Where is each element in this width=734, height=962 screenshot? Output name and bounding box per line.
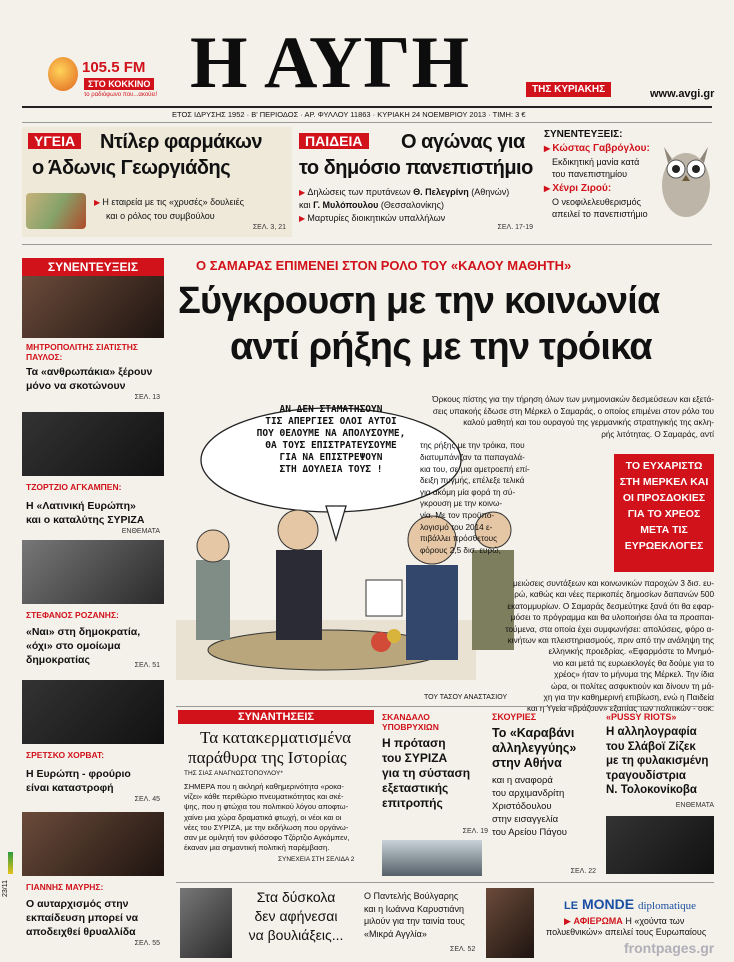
interviewee-1-text-1: Εκδικητική μανία κατά xyxy=(552,157,640,167)
health-title-1: Ντίλερ φαρμάκων xyxy=(100,131,262,153)
meetings-body: ΣΗΜΕΡΑ που η ακληρή καθημερινότητα «ρoκα- νίζει» κάθε περιθώριο πνευματικότητας και σκέ- ψης, που η φτώχια του πολιτικού λόγου αποφτω- χαίνει μια χώρα δραματικά φτωχή, οι νέοι και οι νέες του ΣΥΡΙΖΑ, με την εκδήλωση που οργάνω- σαν με ομιλητή τον φιλόσοφο Τζόρτζιο Αγκάμπεν, έκαναν μια σημαντική πολιτική παρέμβαση. xyxy=(184,782,350,853)
lead-kicker: Ο ΣΑΜΑΡΑΣ ΕΠΙΜΕΝΕΙ ΣΤΟΝ ΡΟΛΟ ΤΟΥ «ΚΑΛΟΥ ΜΑΘΗΤΗ» xyxy=(196,258,572,273)
sidebar-item-1-line-1[interactable]: Τα «ανθρωπάκια» ξέρουν xyxy=(26,366,153,378)
sidebar-item-5-line-2[interactable]: εκπαίδευση μπορεί να xyxy=(26,912,139,924)
masthead-rule-2 xyxy=(22,122,712,123)
edge-color-bar xyxy=(8,852,13,874)
health-title-2: ο Άδωνις Γεωργιάδης xyxy=(32,157,231,179)
skouries-body: και η αναφορά του αρχιμανδρίτη Χριστόδουλου στην εισαγγελία του Αρείου Πάγου xyxy=(492,775,567,838)
masthead-rule xyxy=(22,106,712,108)
skouries-title: Το «Καραβάνι αλληλεγγύης» στην Αθήνα xyxy=(492,726,577,770)
lead-body-bottom: μειώσεις συντάξεων και κοινωνικών παροχών 3 δισ. ευ- ρώ, καθώς και νέες περικοπές δημοσίων δαπανών 500 εκατομμυρίων. Ο Σαμαράς δεσμεύτηκε ξανά ότι θα εφαρ- μόσει το πρόγραμμα και θα υλοποιήσει όλα τα προαπαι- τούμενα, στα οποία έχει συμφωνήσει: απολύσεις, φόρο α- κινήτων και πλειστηριασμούς, πριν από την ανάληψη της ελληνικής προεδρίας. «Εφαρμόστε το Μνημό- νιο και μετά τις ευρωεκλογές θα δούμε για το χρέος» ήταν το μήνυμα της Μέρκελ. Την ίδια ώρα, οι πολίτες ασφυκτιούν και δίνουν τη μά- χη για την καθημερινή επιβίωση, ενώ η Παιδεία και η Υγεία «βράζουν» εξαιτίας των πολιτικών - σοκ. xyxy=(505,579,714,714)
bottom-rule xyxy=(176,882,714,883)
sidebar-photo-3 xyxy=(22,540,164,604)
bottom-film-page: ΣΕΛ. 52 xyxy=(450,946,476,953)
pussy-title: Η αλληλογραφία του Σλάβοϊ Ζίζεκ με τη φυλακισμένη τραγουδίστρια Ν. Τολοκονίκοβα xyxy=(606,726,709,796)
sidebar-photo-2 xyxy=(22,412,164,476)
radio-tagline: το ραδιόφωνο που...ακούει! xyxy=(84,92,158,98)
teaser-education[interactable] xyxy=(297,127,537,237)
meetings-byline: ΤΗΣ ΣΙΑΣ ΑΝΑΓΝΩΣΤΟΠΟΥΛΟΥ* xyxy=(184,770,283,777)
interviewee-1: ▶ Κώστας Γαβρόγλου: xyxy=(544,143,650,154)
meetings-continue[interactable]: ΣΥΝΕΧΕΙΑ ΣΤΗ ΣΕΛΙΔΑ 2 xyxy=(278,856,355,863)
meetings-tag: ΣΥΝΑΝΤΗΣΕΙΣ xyxy=(178,710,374,724)
sidebar-item-5-line-3[interactable]: αποδειχθεί θρυαλλίδα xyxy=(26,926,136,938)
sidebar-item-5-kicker: ΓΙΑΝΝΗΣ ΜΑΥΡΗΣ: xyxy=(26,882,104,892)
teaser-interviews[interactable] xyxy=(542,127,714,237)
afieroma: ▶ ΑΦΙΕΡΩΜΑ Η «χούντα των xyxy=(564,916,685,926)
story-pussy-riots[interactable] xyxy=(606,712,714,880)
sidebar-item-1-page: ΣΕΛ. 13 xyxy=(134,394,160,401)
health-page: ΣΕΛ. 3, 21 xyxy=(252,224,286,231)
owl-icon xyxy=(658,133,714,219)
watermark: frontpages.gr xyxy=(624,940,715,956)
masthead-title: Η ΑΥΓΗ xyxy=(190,22,471,104)
education-tag: ΠΑΙΔΕΙΑ xyxy=(299,133,369,149)
lead-body-top: Όρκους πίστης για την τήρηση όλων των μνημονιακών δεσμεύσεων και εξετά- σεις υπακοής έδωσε στη Μέρκελ ο Σαμαράς, ο οποίος επιμένει στον ρόλο του καλού μαθητή και του ουραγού της γερμανικής στρατηγικής της ακλη- ρής λιτότητας. Ο Σαμαράς, αντί της ρήξης με την τρόικα, που διατυμπάνιζαν τα παπαγαλά- κια του, σε μια αμετροεπή επί- δειξη πυγμής, επέλεξε τελικά για ακόμη μία φορά τη σύ- γκρουση με την κοινω- νία. Με τον προϋπο- λογισμό του 2014 ε- πιβάλλει πρόσθετους φόρους 2,5 δισ. ευρώ, xyxy=(420,395,714,555)
lead-headline-2[interactable]: αντί ρήξης με την τρόικα xyxy=(230,326,652,368)
meetings-title-1: Τα κατακερματισμένα xyxy=(200,728,352,747)
sidebar-item-3-line-1[interactable]: «Ναι» στη δημοκρατία, xyxy=(26,626,141,638)
sidebar-item-4-kicker: ΣΡΕΤΣΚΟ ΧΟΡΒΑΤ: xyxy=(26,750,105,760)
sidebar-item-5-page: ΣΕΛ. 55 xyxy=(134,940,160,947)
cartoon-credit: ΤΟΥ ΤΑΣΟΥ ΑΝΑΣΤΑΣΙΟΥ xyxy=(424,694,508,701)
education-bullet-2: και Γ. Μυλόπουλου (Θεσσαλονίκης) xyxy=(299,200,444,210)
story-meetings[interactable] xyxy=(178,710,374,862)
sidebar-item-3-line-3[interactable]: δημοκρατίας xyxy=(26,654,90,666)
sidebar-item-2-line-2[interactable]: και ο καταλύτης ΣΥΡΙΖΑ xyxy=(26,514,145,526)
radio-frequency: 105.5 FM xyxy=(82,59,146,76)
masthead-edition: ΤΗΣ ΚΥΡΙΑΚΗΣ xyxy=(526,82,611,97)
sidebar-item-4-page: ΣΕΛ. 45 xyxy=(134,796,160,803)
pussy-tag: «PUSSY RIOTS» xyxy=(606,712,677,722)
teaser-health[interactable] xyxy=(22,127,292,237)
education-bullet-1: ▶ Δηλώσεις των πρυτάνεων Θ. Πελεγρίνη (Αθηνών) xyxy=(299,187,509,197)
lead-headline-1[interactable]: Σύγκρουση με την κοινωνία xyxy=(178,280,660,322)
radio-name: ΣΤΟ ΚΟΚΚΙΝΟ xyxy=(84,78,154,90)
sidebar-item-2-page: ΕΝΘΕΜΑΤΑ xyxy=(121,528,160,535)
radio-logo xyxy=(44,55,164,107)
masthead-info: ΕΤΟΣ ΙΔΡΥΣΗΣ 1952 · Β' ΠΕΡΙΟΔΟΣ · ΑΡ. ΦΥΛΛΟΥ 11863 · ΚΥΡΙΑΚΗ 24 ΝΟΕΜΒΡΙΟΥ 2013 · ΤΙΜΗ: 3 € xyxy=(172,110,526,119)
meetings-title-2: παράθυρα της Ιστορίας xyxy=(188,748,347,767)
sidebar-item-3-line-2[interactable]: «όχι» στο ομοίωμα xyxy=(26,640,121,652)
sidebar-item-3-page: ΣΕΛ. 51 xyxy=(134,662,160,669)
submarine-page: ΣΕΛ. 19 xyxy=(462,828,488,835)
cartoon-bubble: ΑΝ ΔΕΝ ΣΤΑΜΑΤΗΣΟΥΝ ΤΙΣ ΑΠΕΡΓΙΕΣ ΟΛΟΙ ΑΥΤΟΙ ΠΟΥ ΘΕΛΟΥΜΕ ΝΑ ΑΠΟΛΥΣΟΥΜΕ, ΘΑ ΤΟΥΣ ΕΠΙΣΤΡΑΤΕΥΣΟΥΜΕ ΓΙΑ ΝΑ ΕΠΙΣΤΡΕΨΟΥΝ ΣΤΗ ΔΟΥΛΕΙΑ ΤΟΥΣ ! xyxy=(256,404,406,475)
skouries-tag: ΣΚΟΥΡΙΕΣ xyxy=(492,712,537,722)
submarine-tag-2: ΥΠΟΒΡΥΧΙΩΝ xyxy=(382,722,439,732)
story-skouries[interactable] xyxy=(492,712,602,880)
afieroma-line-2: πολυεθνικών» απειλεί τους Ευρωπαίους xyxy=(546,927,707,937)
lead-highlight-box[interactable]: ΤΟ ΕΥΧΑΡΙΣΤΩ ΣΤΗ ΜΕΡΚΕΛ ΚΑΙ ΟΙ ΠΡΟΣΔΟΚΙΕΣ ΓΙΑ ΤΟ ΧΡΕΟΣ ΜΕΤΑ ΤΙΣ ΕΥΡΩΕΚΛΟΓΕΣ xyxy=(614,454,714,572)
bottom-film[interactable]: Ο Παντελής Βούλγαρης και η Ιωάννα Καρυστιάνη μιλούν για την ταινία τους «Μικρά Αγγλία» xyxy=(364,891,465,939)
pussy-page: ΕΝΘΕΜΑΤΑ xyxy=(675,802,714,809)
sidebar-item-1-kicker: ΜΗΤΡΟΠΟΛΙΤΗΣ ΣΙΑΤΙΣΤΗΣ ΠΑΥΛΟΣ: xyxy=(26,342,139,362)
pussy-photo xyxy=(606,816,714,874)
sidebar-item-4-line-1[interactable]: Η Ευρώπη - φρούριο xyxy=(26,768,131,780)
interviews-head: ΣΥΝΕΝΤΕΥΞΕΙΣ: xyxy=(544,129,623,140)
health-tag: ΥΓΕΙΑ xyxy=(28,133,81,149)
sidebar-photo-5 xyxy=(22,812,164,876)
lead-rule xyxy=(176,706,714,707)
interviewee-2-text-2: απειλεί το πανεπιστήμιο xyxy=(552,209,648,219)
interviewee-2-text-1: Ο νεοφιλελευθερισμός xyxy=(552,197,642,207)
education-title-1: Ο αγώνας για xyxy=(401,131,525,153)
sidebar-item-4-line-2[interactable]: είναι καταστροφή xyxy=(26,782,114,794)
submarine-tag-1: ΣΚΑΝΔΑΛΟ xyxy=(382,712,430,722)
bottom-photo-2 xyxy=(486,888,534,958)
bottom-photo-1 xyxy=(180,888,232,958)
sidebar-header: ΣΥΝΕΝΤΕΥΞΕΙΣ xyxy=(22,258,164,276)
sidebar-item-1-line-2[interactable]: μόνο να σκοτώνουν xyxy=(26,380,126,392)
bulb-icon xyxy=(48,57,78,91)
health-sub-2: και ο ρόλος του συμβούλου xyxy=(106,211,215,221)
submarine-image xyxy=(382,840,482,876)
skouries-page: ΣΕΛ. 22 xyxy=(570,868,596,875)
education-title-2: το δημόσιο πανεπιστήμιο xyxy=(299,157,533,179)
education-bullet-3: ▶ Μαρτυρίες διοικητικών υπαλλήλων xyxy=(299,213,445,223)
sidebar-item-2-line-1[interactable]: Η «Λατινική Ευρώπη» xyxy=(26,500,136,512)
pills-image xyxy=(26,193,86,229)
sidebar-item-3-kicker: ΣΤΕΦΑΝΟΣ ΡΟΖΑΝΗΣ: xyxy=(26,610,119,620)
sidebar-item-5-line-1[interactable]: Ο αυταρχισμός στην xyxy=(26,898,129,910)
story-submarine[interactable] xyxy=(382,712,488,880)
teasers-rule xyxy=(22,244,712,245)
edge-date: 23/11 xyxy=(2,880,9,897)
interviewee-1-text-2: του πανεπιστημίου xyxy=(552,169,628,179)
interviewee-2: ▶ Χένρι Ζιρού: xyxy=(544,183,611,194)
sidebar-item-2-kicker: ΤΖΟΡΤΖΙΟ ΑΓΚΑΜΠΕΝ: xyxy=(26,482,122,492)
website-link[interactable]: www.avgi.gr xyxy=(650,88,715,100)
submarine-title: Η πρόταση του ΣΥΡΙΖΑ για τη σύσταση εξεταστικής επιτροπής xyxy=(382,736,471,810)
bottom-quote[interactable]: Στα δύσκολα δεν αφήνεσαι να βουλιάξεις... xyxy=(248,889,344,943)
education-page: ΣΕΛ. 17-19 xyxy=(497,224,533,231)
health-sub-1: ▶ Η εταιρεία με τις «χρυσές» δουλειές xyxy=(94,197,244,207)
sidebar-photo-1 xyxy=(22,276,164,338)
sidebar-photo-4 xyxy=(22,680,164,744)
monde-logo: LE MONDE diplomatique xyxy=(564,896,697,912)
